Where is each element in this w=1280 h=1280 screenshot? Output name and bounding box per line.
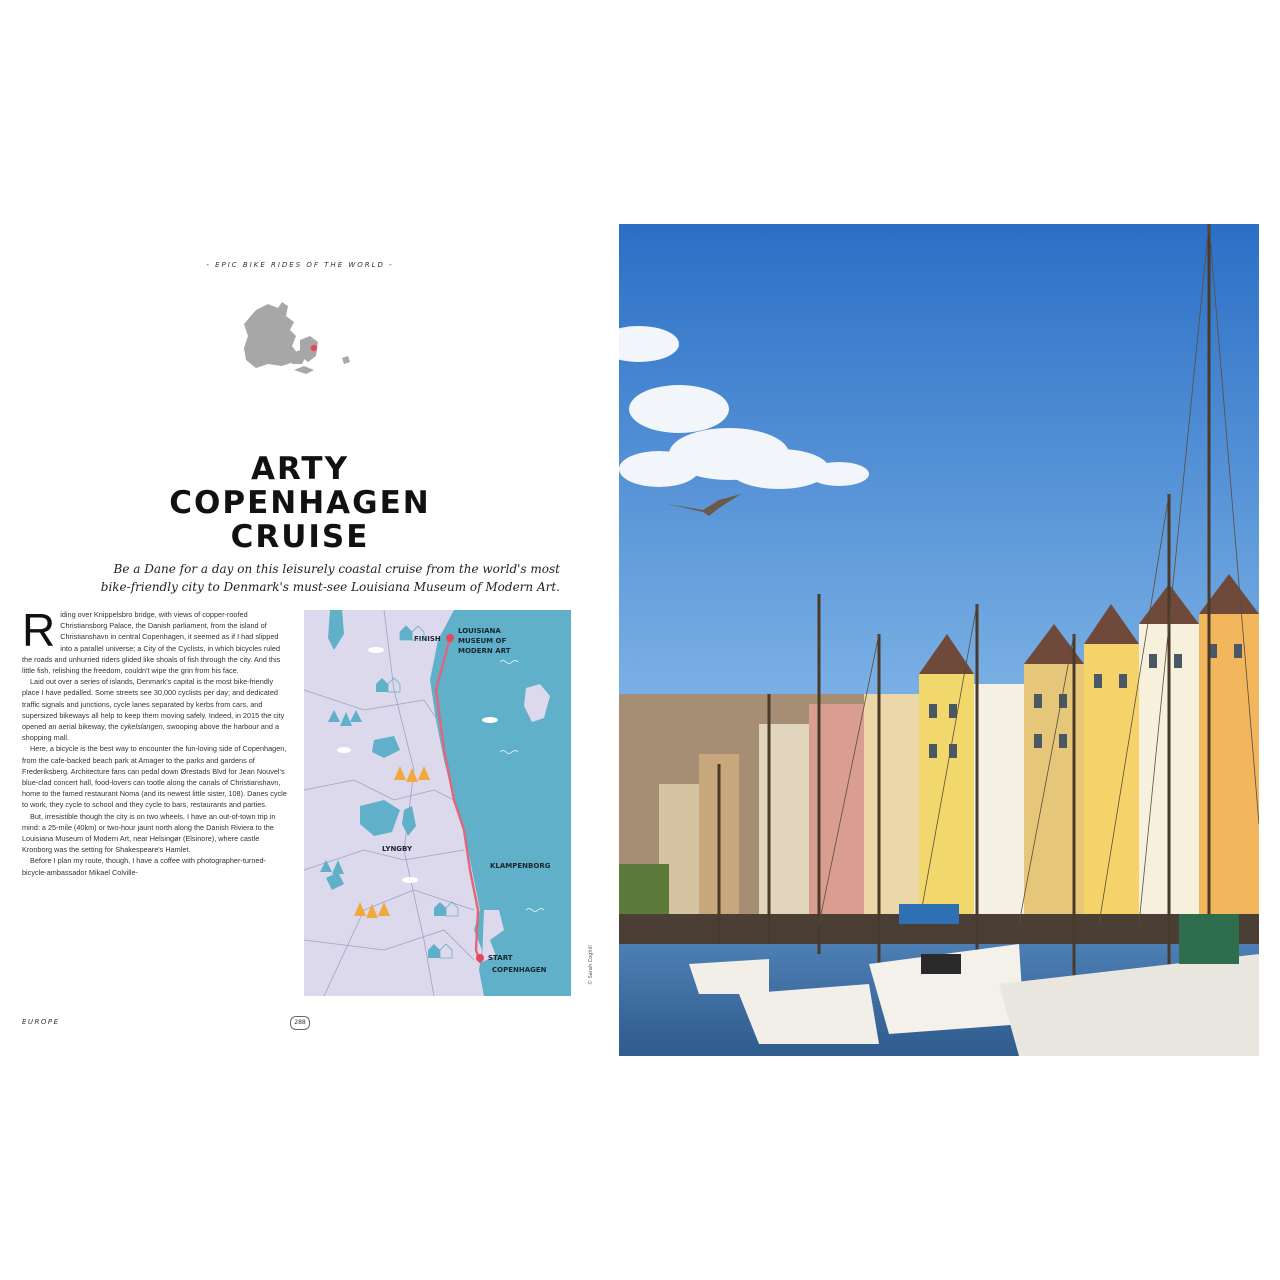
denmark-locator-map xyxy=(238,300,358,380)
standfirst xyxy=(40,560,560,596)
drop-cap: R xyxy=(22,604,56,656)
boat-cover xyxy=(1179,914,1239,964)
title-line: ARTY xyxy=(250,451,350,487)
body-paragraph: But, irresistible though the city is on two wheels, I have an out-of-town trip in mind: a 25-mile (40km) or two-hour jaunt north along the Danish Riviera to the Louisiana Museum of Modern Art, near Helsingør (Elsinore), where castle Kronborg was the setting for Shakespeare's Hamlet. xyxy=(22,811,276,855)
louisiana-label-line: LOUISIANA xyxy=(458,627,501,635)
jutland-shape xyxy=(244,302,298,368)
title-line: COPENHAGEN xyxy=(169,485,431,521)
series-label: - EPIC BIKE RIDES OF THE WORLD - xyxy=(206,261,394,269)
nyhavn-harbour-photo xyxy=(619,224,1259,1056)
paragraph-text: , swooping above the harbour and a shopping mall. xyxy=(22,722,280,743)
route-map xyxy=(304,610,571,996)
tree-icon xyxy=(354,902,390,918)
section-label: EUROPE xyxy=(22,1018,60,1026)
title-line: CRUISE xyxy=(230,519,370,555)
standfirst-line: bike-friendly city to Denmark's must-see Louisiana Museum of Modern Art. xyxy=(100,580,560,594)
finish-label: FINISH xyxy=(414,635,441,643)
copenhagen-label: COPENHAGEN xyxy=(492,966,547,974)
photo-credit: © Sarah Coghill xyxy=(588,945,594,985)
finish-marker xyxy=(446,634,454,642)
standfirst-line: Be a Dane for a day on this leisurely coastal cruise from the world's most xyxy=(113,562,560,576)
copenhagen-marker xyxy=(311,345,317,351)
page-number: 288 xyxy=(290,1016,310,1030)
paragraph-text: Laid out over a series of islands, Denmark's capital is the most bike-friendly place I have pedalled. Some streets see 30,000 cyclists per day; and dedicated traffic signals and junctions, cycle lanes separated by kerbs from cars, and supersized bikeways all help to keep them moving safely. Indeed, in 2015 the city opened an aerial bikeway, the xyxy=(22,677,285,732)
lyngby-label: LYNGBY xyxy=(382,845,413,853)
boat-cover xyxy=(899,904,959,924)
body-paragraph xyxy=(22,604,287,676)
start-label: START xyxy=(488,954,513,962)
louisiana-label-line: MUSEUM OF xyxy=(458,637,507,645)
tree-icon xyxy=(394,766,430,782)
boat-hull xyxy=(689,959,769,994)
bornholm-shape xyxy=(342,356,350,364)
body-paragraph xyxy=(22,676,287,743)
paragraph-text: iding over Knippelsbro bridge, with views of copper-roofed Christiansborg Palace, the Danish parliament, from the island of Christianshavn in central Copenhagen, it seemed as if I had slipped into a parallel universe; a City of the Cyclists, in which bicycles ruled the roads and unhurried riders glided like shoals of fish through the city. And this little fish, relishing the freedom, couldn't wipe the grin from his face. xyxy=(22,610,281,676)
italic-term: cykelslangen xyxy=(120,722,163,732)
start-marker xyxy=(476,954,484,962)
lolland-shape xyxy=(294,366,314,374)
body-paragraph: Here, a bicycle is the best way to encounter the fun-loving side of Copenhagen, from the cafe-backed beach park at Amager to the parks and gardens of Frederiksberg. Architecture fans can pedal down Ørestads Blvd for Jean Nouvel's blue-clad concert hall, food-lovers can tootle along the canals of Christianshavn, home to the famed restaurant Noma (and its newest little sister, 108). Danes cycle to work, they cycle to school and they cycle to bars, restaurants and parties. xyxy=(22,744,287,810)
louisiana-label-line: MODERN ART xyxy=(458,647,511,655)
klampenborg-label: KLAMPENBORG xyxy=(490,862,551,870)
article-title xyxy=(140,452,460,554)
article-body xyxy=(22,604,287,878)
body-paragraph: Before I plan my route, though, I have a coffee with photographer-turned-bicycle-ambassador Mikael Colville- xyxy=(22,856,266,877)
boat-number-plate xyxy=(921,954,961,974)
